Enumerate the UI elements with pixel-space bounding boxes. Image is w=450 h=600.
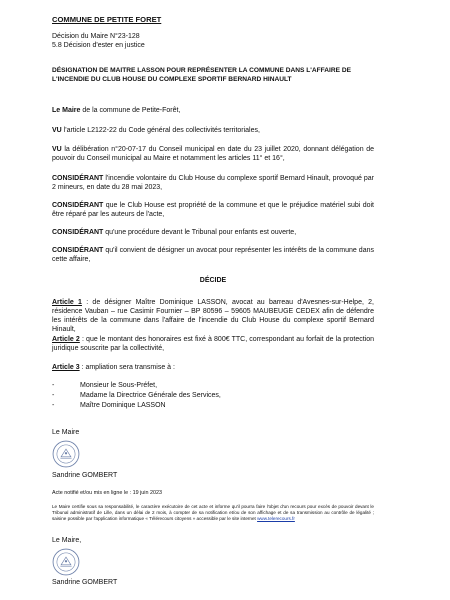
article-label: Article 2: [52, 336, 80, 343]
article-text: : de désigner Maître Dominique LASSON, avocat au barreau d'Avesnes-sur-Helpe, 2, résidence Vauban – rue Casimir Fournier – BP 80596 – 59605 MAUBEUGE CEDEX afin de défendre les intérêts de la commune dans l'affaire de l'incendie du Club House du complexe sportif Bernard Hinault,: [52, 299, 375, 333]
article-2: [52, 335, 374, 353]
intro-prefix: Le Maire: [52, 107, 81, 114]
consideration-keyword: VU: [52, 146, 62, 153]
consideration-text: qu'il convient de désigner un avocat pour représenter les intérêts de la commune dans cette affaire,: [52, 247, 374, 263]
signature-2-role: Le Maire,: [52, 537, 82, 544]
consideration-text: l'article L2122-22 du Code général des collectivités territoriales,: [61, 127, 260, 134]
consideration-text: que le Club House est propriété de la commune et que le préjudice matériel subi doit être réparé par les auteurs de l'acte,: [52, 202, 374, 218]
consideration-text: l'incendie volontaire du Club House du complexe sportif Bernard Hinault, provoqué par 2 mineurs, en date du 28 mai 2023,: [52, 175, 374, 191]
article-1: [52, 298, 374, 334]
article-3: [52, 363, 374, 372]
consideration-4: [52, 201, 374, 219]
article-text: : que le montant des honoraires est fixé à 800€ TTC, correspondant au forfait de la protection juridique souscrite par la collectivité,: [52, 336, 375, 352]
bullet-dash: -: [52, 402, 55, 409]
consideration-keyword: CONSIDÉRANT: [52, 247, 104, 254]
legal-text: Le Maire certifie sous sa responsabilité, le caractère exécutoire de cet acte et informe qu'il pourra faire l'objet d'un recours pour excès de pouvoir devant le Tribunal administratif de Lille, dans un délai de 2 mois, à compter de sa notification et/ou de son affichage et de sa transmission au contrôle de légalité ; saisine possible par l'application informatique « Télérecours citoyens » accessible par le site internet: [52, 504, 374, 521]
telerecours-link[interactable]: www.telerecours.fr: [257, 516, 295, 521]
consideration-keyword: CONSIDÉRANT: [52, 202, 104, 209]
commune-seal-icon: [52, 440, 80, 468]
signature-2-name: Sandrine GOMBERT: [52, 579, 118, 586]
consideration-text: la délibération n°20-07-17 du Conseil municipal en date du 23 juillet 2020, donnant délégation de pouvoir du Conseil municipal au Maire et notamment les articles 11° et 16°,: [52, 146, 374, 162]
commune-name: COMMUNE DE PETITE FORET: [52, 15, 162, 24]
consideration-6: [52, 246, 374, 264]
consideration-keyword: VU: [52, 127, 62, 134]
decision-type: 5.8 Décision d'ester en justice: [52, 42, 145, 49]
intro-rest: de la commune de Petite-Forêt,: [80, 107, 181, 114]
consideration-text: qu'une procédure devant le Tribunal pour enfants est ouverte,: [103, 229, 297, 236]
consideration-keyword: CONSIDÉRANT: [52, 175, 104, 182]
recipient-1: Monsieur le Sous-Préfet,: [80, 382, 158, 389]
title-line-1: DÉSIGNATION DE MAITRE LASSON POUR REPRÉSENTER LA COMMUNE DANS L'AFFAIRE DE: [52, 67, 352, 74]
title-line-2: L'INCENDIE DU CLUB HOUSE DU COMPLEXE SPORTIF BERNARD HINAULT: [52, 76, 292, 83]
article-text: : ampliation sera transmise à :: [79, 364, 175, 371]
signature-1-name: Sandrine GOMBERT: [52, 472, 118, 479]
consideration-2: [52, 145, 374, 163]
notification-date: Acte notifié et/ou mis en ligne le : 19 juin 2023: [52, 490, 162, 496]
article-label: Article 3: [52, 364, 80, 371]
consideration-5: [52, 228, 374, 237]
decide-heading: DÉCIDE: [199, 277, 227, 284]
signature-1-role: Le Maire: [52, 429, 80, 436]
recipient-2: Madame la Directrice Générale des Services,: [80, 392, 221, 399]
bullet-dash: -: [52, 392, 55, 399]
article-label: Article 1: [52, 299, 82, 306]
legal-notice: [52, 504, 374, 522]
consideration-1: [52, 126, 374, 135]
commune-seal-icon: [52, 548, 80, 576]
consideration-3: [52, 174, 374, 192]
recipient-3: Maître Dominique LASSON: [80, 402, 166, 409]
bullet-dash: -: [52, 382, 55, 389]
decision-number: Décision du Maire N°23-128: [52, 33, 140, 40]
intro: [52, 106, 374, 115]
consideration-keyword: CONSIDÉRANT: [52, 229, 104, 236]
